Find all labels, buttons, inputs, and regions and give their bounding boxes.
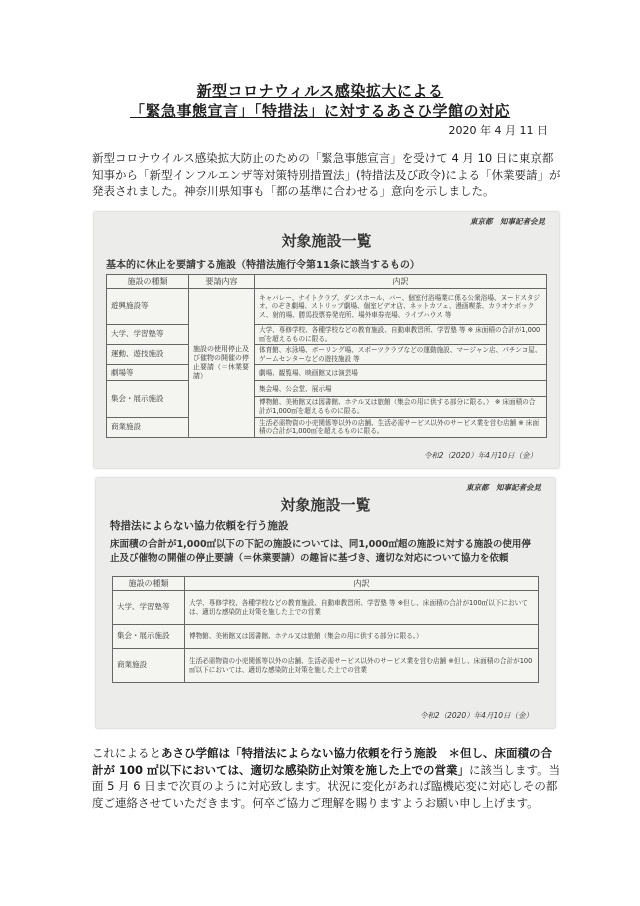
table-row (107, 345, 547, 365)
row-category: 大学、学習塾等 (107, 325, 189, 345)
photo2-org-label: 東京都 知事記者会見 (466, 483, 541, 492)
row-detail: 大学、専修学校、各種学校などの教育施設、自動車教習所、学習塾 等 ※ 床面積の合計が1,000㎡を超えるものに限る。 (255, 325, 547, 345)
intro-paragraph: 新型コロナウイルス感染拡大防止のための「緊急事態宣言」を受けて 4 月 10 日に東京都知事から「新型インフルエンザ等対策特別措置法」(特措法及び政令)による「休業要請」が発表されました。神奈川県知事も「都の基準に合わせる」意向を示しました。 (92, 151, 561, 198)
header-details: 内訳 (255, 275, 547, 289)
row-detail: 生活必需物資の小売関係等以外の店舗、生活必需サービス以外のサービス業を営む店舗 ※ 床面積の合計が1,000㎡を超えるものに限る。 (255, 417, 547, 437)
table-row (107, 381, 547, 397)
document-date: 2020 年 4 月 11 日 (448, 124, 548, 137)
header-facility-type: 施設の種類 (107, 275, 189, 289)
row-category: 商業施設 (113, 649, 185, 683)
photo1-title: 対象施設一覧 (281, 232, 372, 250)
closing-text-part-1: これによると (92, 746, 161, 760)
table-row (107, 289, 547, 325)
photo2-section-heading: 特措法によらない協力依頼を行う施設 (110, 520, 289, 532)
closing-bold-statement: あさひ学館は「特措法によらない協力依頼を行う施設 ＊但し、床面積の合計が 100 ㎡以下においては、適切な感染防止対策を施した上での営業」 (92, 746, 552, 777)
row-detail: 大学、専修学校、各種学校などの教育施設、自動車教習所、学習塾 等 ※但し、床面積の合計が100㎡以下においては、適切な感染防止対策を施した上での営業 (185, 591, 539, 625)
document-title-line-1: 新型コロナウィルス感染拡大による (196, 82, 444, 100)
row-detail: 博物館、美術館又は図書館、ホテル又は旅館（集会の用に供する部分に限る。） ※ 床面積の合計が1,000㎡を超えるものに限る。 (255, 397, 547, 417)
photo1-table (106, 274, 547, 438)
header-request: 要請内容 (189, 275, 255, 289)
photo2-table (112, 576, 539, 683)
closing-text-part-2: に該当します。当面 5 月 6 日まで次頁のように対応致します。状況に変化があれば臨機応変に対応しその都度ご連絡させていただきます。何卒ご協力ご理解を賜りますようお願い申し上げます。 (92, 762, 561, 810)
photo1-section-heading: 基本的に休止を要請する施設（特措法施行令第11条に該当するもの） (106, 260, 420, 271)
row-detail: キャバレー、ナイトクラブ、ダンスホール、バー、個室付浴場業に係る公衆浴場、ヌードスタジオ、のぞき劇場、ストリップ劇場、個室ビデオ店、ネットカフェ、漫画喫茶、カラオケボックス、射的場、勝馬投票券発売所、場外車券売場、ライブハウス 等 (255, 289, 547, 325)
document-title-line-2: 「緊急事態宣言」「特措法」に対するあさひ学館の対応 (129, 102, 510, 120)
photo1-org-label: 東京都 知事記者会見 (470, 217, 545, 226)
photo2-notice: 床面積の合計が1,000㎡以下の下記の施設については、同1,000㎡超の施設に対する施設の使用停止及び催物の開催の停止要請（＝休業要請）の趣旨に基づき、適切な対応について協力を依頼 (110, 539, 531, 564)
header-facility-type: 施設の種類 (113, 577, 185, 591)
row-category: 集会・展示施設 (113, 625, 185, 649)
facility-list-photo-2 (96, 478, 555, 728)
header-details: 内訳 (185, 577, 539, 591)
table-row (113, 591, 539, 625)
row-category: 集会・展示施設 (107, 381, 189, 417)
request-content: 施設の使用停止及び催物の開催の停止要請（＝休業要請） (189, 289, 255, 438)
row-detail: 劇場、観覧場、映画館又は演芸場 (255, 365, 547, 381)
row-detail: 体育館、水泳場、ボーリング場、スポーツクラブなどの運動施設、マージャン店、パチンコ屋、ゲームセンターなどの遊技施設 等 (255, 345, 547, 365)
table-row (107, 325, 547, 345)
photo1-date-footer: 令和2（2020）年4月10日（金） (423, 451, 537, 460)
row-detail: 集会場、公会堂、展示場 (255, 381, 547, 397)
row-category: 商業施設 (107, 417, 189, 437)
table-row (113, 625, 539, 649)
table-header-row (107, 275, 547, 289)
table-row (107, 365, 547, 381)
table-row (107, 417, 547, 437)
photo2-title: 対象施設一覧 (280, 496, 371, 514)
facility-list-photo-1 (94, 212, 559, 468)
row-category: 劇場等 (107, 365, 189, 381)
table-header-row (113, 577, 539, 591)
photo2-date-footer: 令和2（2020）年4月10日（金） (419, 711, 533, 720)
row-detail: 博物館、美術館又は図書館、ホテル又は旅館（集会の用に供する部分に限る。） (185, 625, 539, 649)
row-category: 運動、遊技施設 (107, 345, 189, 365)
table-row (113, 649, 539, 683)
row-detail: 生活必需物資の小売関係等以外の店舗、生活必需サービス以外のサービス業を営む店舗 ※但し、床面積の合計が100㎡以下においては、適切な感染防止対策を施した上での営業 (185, 649, 539, 683)
row-category: 遊興施設等 (107, 289, 189, 325)
row-category: 大学、学習塾等 (113, 591, 185, 625)
closing-paragraph (92, 745, 562, 811)
